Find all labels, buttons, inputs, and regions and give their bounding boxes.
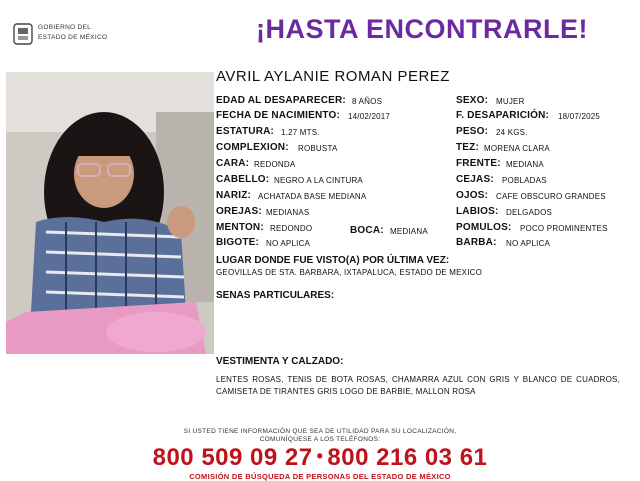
cejas-label: CEJAS:: [456, 174, 494, 185]
ojos-label: OJOS:: [456, 190, 489, 201]
government-logo: [12, 20, 122, 48]
orejas-label: OREJAS:: [216, 206, 262, 217]
pomulos-value: POCO PROMINENTES: [520, 224, 608, 233]
sexo-value: MUJER: [496, 97, 525, 106]
barba-label: BARBA:: [456, 237, 497, 248]
info-line-1: SI USTED TIENE INFORMACIÓN QUE SEA DE UTILIDAD PARA SU LOCALIZACIÓN,: [183, 428, 457, 435]
vestimenta-value: LENTES ROSAS, TENIS DE BOTA ROSAS, CHAMARRA AZUL CON GRIS Y BLANCO DE CUADROS, CAMISETA DE TIRANTES GRIS LOGO DE BARBIE, MALLON ROSA: [216, 375, 620, 396]
ojos-value: CAFE OBSCURO GRANDES: [496, 192, 606, 201]
nariz-value: ACHATADA BASE MEDIANA: [258, 192, 367, 201]
missing-person-photo: [6, 72, 214, 354]
fecha-desaparicion-label: F. DESAPARICIÓN:: [456, 110, 550, 121]
edad-value: 8 AÑOS: [352, 97, 383, 106]
barba-value: NO APLICA: [506, 239, 551, 248]
frente-label: FRENTE:: [456, 158, 501, 169]
phone-1: 800 509 09 27: [152, 444, 313, 471]
gov-line-1: GOBIERNO DEL: [38, 24, 92, 31]
gov-line-2: ESTADO DE MÉXICO: [38, 34, 108, 41]
cara-label: CARA:: [216, 158, 250, 169]
comision-name: COMISIÓN DE BÚSQUEDA DE PERSONAS DEL ESTADO DE MÉXICO: [189, 472, 451, 481]
tez-value: MORENA CLARA: [484, 144, 550, 153]
tez-label: TEZ:: [456, 142, 480, 153]
person-name: AVRIL AYLANIE ROMAN PEREZ: [216, 68, 450, 85]
labios-label: LABIOS:: [456, 206, 499, 217]
cabello-value: NEGRO A LA CINTURA: [274, 176, 363, 185]
phone-2: 800 216 03 61: [327, 444, 488, 471]
photo-illustration: [6, 72, 214, 354]
edad-label: EDAD AL DESAPARECER:: [216, 95, 346, 106]
complexion-label: COMPLEXION:: [216, 142, 289, 153]
labios-value: DELGADOS: [506, 208, 553, 217]
info-line-2: COMUNÍQUESE A LOS TELÉFONOS:: [259, 436, 381, 443]
fecha-desaparicion-value: 18/07/2025: [558, 112, 601, 121]
menton-value: REDONDO: [270, 224, 313, 233]
cejas-value: POBLADAS: [502, 176, 547, 185]
sexo-label: SEXO:: [456, 95, 489, 106]
vestimenta-label: VESTIMENTA Y CALZADO:: [216, 356, 344, 367]
senas-label: SENAS PARTICULARES:: [216, 290, 335, 301]
pomulos-label: POMULOS:: [456, 222, 512, 233]
cara-value: REDONDA: [254, 160, 296, 169]
state-seal-icon: [12, 22, 34, 46]
phone-numbers: [0, 444, 640, 472]
menton-label: MENTON:: [216, 222, 264, 233]
estatura-value: 1.27 MTS.: [281, 128, 320, 137]
lugar-value: GEOVILLAS DE STA. BARBARA, IXTAPALUCA, ESTADO DE MEXICO: [216, 268, 483, 277]
fecha-nacimiento-label: FECHA DE NACIMIENTO:: [216, 110, 340, 121]
phone-separator: •: [316, 446, 324, 466]
boca-label: BOCA:: [350, 225, 384, 236]
orejas-value: MEDIANAS: [266, 208, 310, 217]
fecha-nacimiento-value: 14/02/2017: [348, 112, 391, 121]
nariz-label: NARIZ:: [216, 190, 252, 201]
lugar-label: LUGAR DONDE FUE VISTO(A) POR ÚLTIMA VEZ:: [216, 255, 450, 266]
frente-value: MEDIANA: [506, 160, 544, 169]
boca-value: MEDIANA: [390, 227, 428, 236]
peso-label: PESO:: [456, 126, 489, 137]
headline: ¡HASTA ENCONTRARLE!: [256, 14, 588, 44]
estatura-label: ESTATURA:: [216, 126, 275, 137]
bigote-value: NO APLICA: [266, 239, 311, 248]
complexion-value: ROBUSTA: [298, 144, 338, 153]
peso-value: 24 KGS.: [496, 128, 528, 137]
bigote-label: BIGOTE:: [216, 237, 260, 248]
cabello-label: CABELLO:: [216, 174, 270, 185]
